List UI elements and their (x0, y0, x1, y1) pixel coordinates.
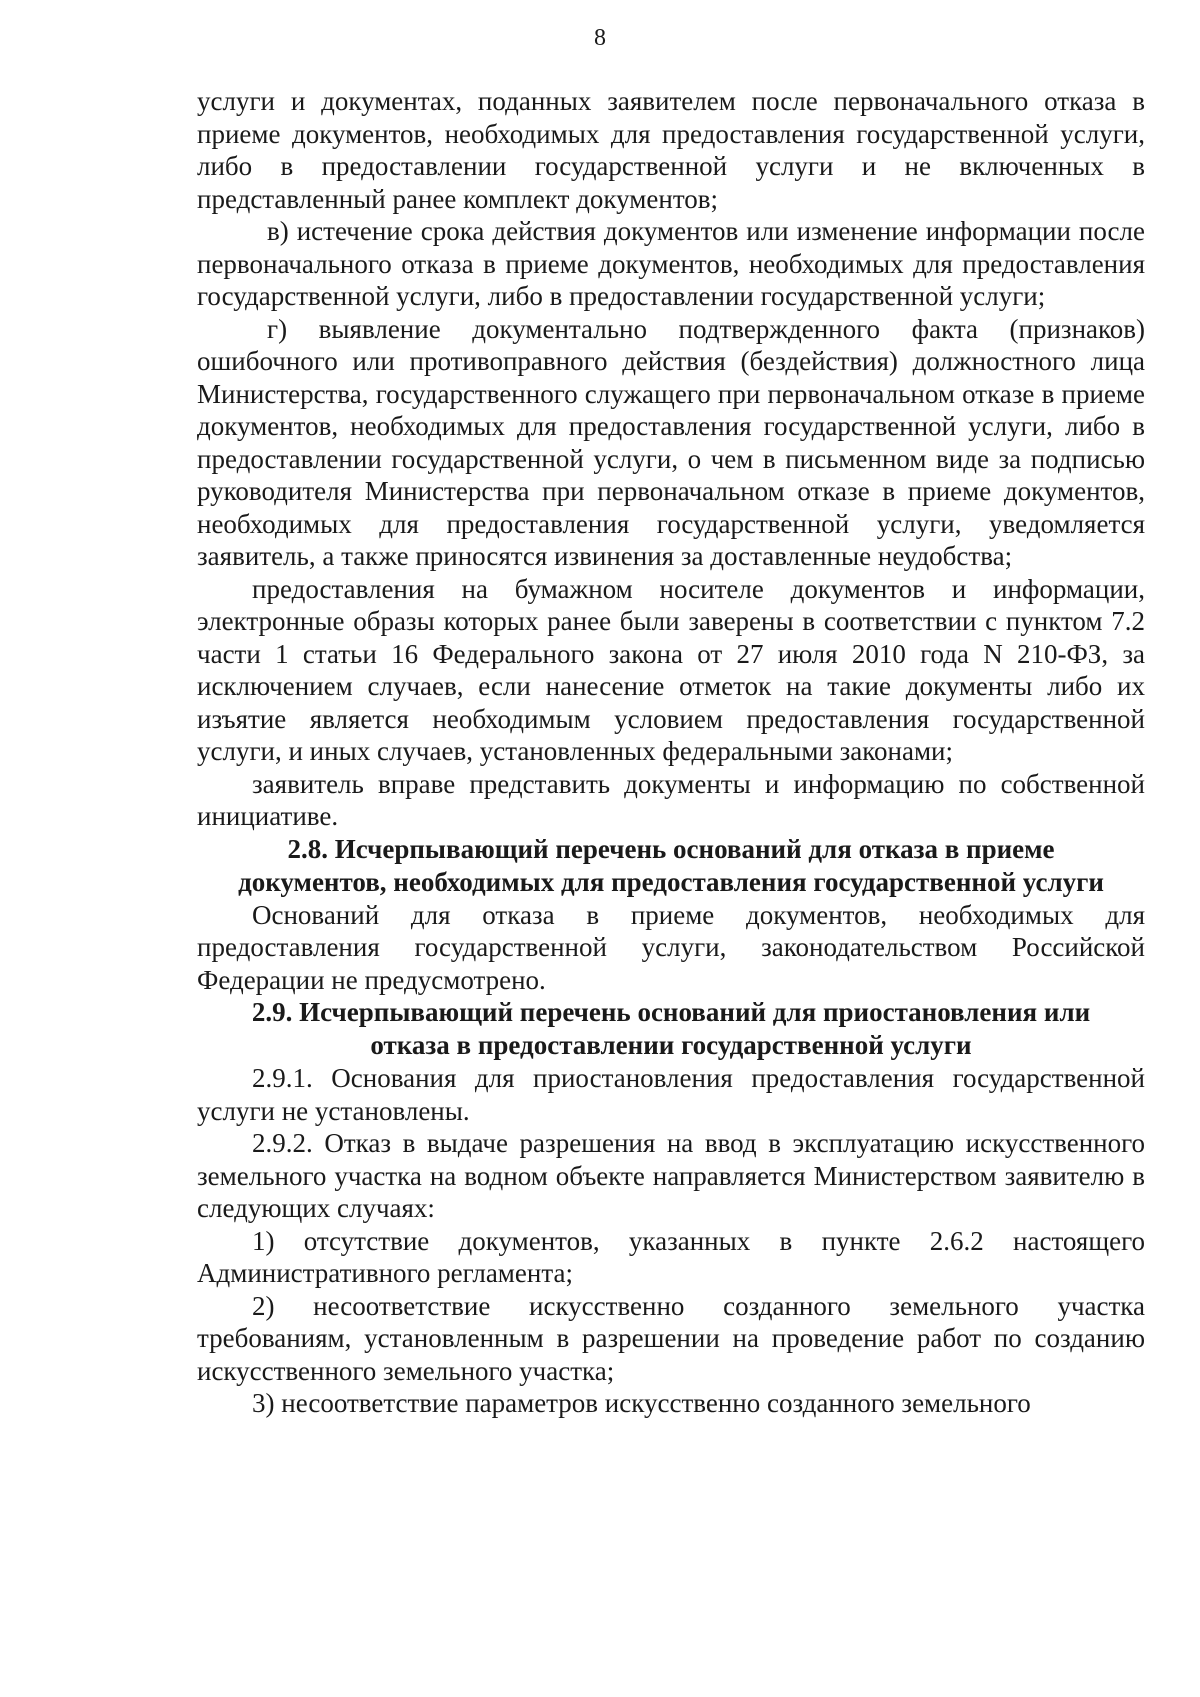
document-body (197, 85, 1145, 1420)
section-2-8-text: Оснований для отказа в приеме документов, необходимых для предоставления государственной услуги, законодательством Российской Федерации не предусмотрено. (197, 899, 1145, 995)
list-item-3: 3) несоответствие параметров искусственно созданного земельного (252, 1388, 1031, 1418)
section-2-9-heading-line1: 2.9. Исчерпывающий перечень оснований для приостановления или (251, 997, 1091, 1027)
section-2-8-heading-line1: 2.8. Исчерпывающий перечень оснований для отказа в приеме (287, 833, 1055, 864)
paragraph-2-9-2: 2.9.2. Отказ в выдаче разрешения на ввод в эксплуатацию искусственного земельного участка на водном объекте направляется Министерством заявителю в следующих случаях: (197, 1128, 1145, 1223)
paragraph-applicant-initiative: заявитель вправе представить документы и информацию по собственной инициативе. (197, 768, 1145, 831)
paragraph-paper-documents: предоставления на бумажном носителе документов и информации, электронные образы которых ранее были заверены в соответствии с пунктом 7.2 части 1 статьи 16 Федерального закона от 27 июля 2010 года N 210-ФЗ, за исключением случаев, если нанесение отметок на такие документы либо их изъятие является необходимым условием предоставления государственной услуги, и иных случаев, установленных федеральными законами; (197, 573, 1145, 766)
page-number: 8 (594, 25, 606, 51)
paragraph-item-g: г) выявление документально подтвержденного факта (признаков) ошибочного или противоправного действия (бездействия) должностного лица Министерства, государственного служащего при первоначальном отказе в приеме документов, необходимых для предоставления государственной услуги, либо в предоставлении государственной услуги, о чем в письменном виде за подписью руководителя Министерства при первоначальном отказе в приеме документов, необходимых для предоставления государственной услуги, уведомляется заявитель, а также приносятся извинения за доставленные неудобства; (197, 313, 1145, 571)
section-2-8-heading-line2: документов, необходимых для предоставления государственной услуги (238, 866, 1104, 897)
paragraph-item-v: в) истечение срока действия документов или изменение информации после первоначального отказа в приеме документов, необходимых для предоставления государственной услуги, либо в предоставлении государственной услуги; (197, 216, 1145, 311)
list-item-1: 1) отсутствие документов, указанных в пункте 2.6.2 настоящего Административного регламента; (197, 1225, 1145, 1288)
section-2-9-heading (197, 996, 1145, 1062)
section-2-9-heading-line2: отказа в предоставлении государственной услуги (370, 1030, 972, 1060)
paragraph-continuation: услуги и документах, поданных заявителем после первоначального отказа в приеме документов, необходимых для предоставления государственной услуги, либо в предоставлении государственной услуги и не включенных в представленный ранее комплект документов; (197, 86, 1145, 214)
section-2-8-heading (197, 833, 1145, 899)
paragraph-2-9-1: 2.9.1. Основания для приостановления предоставления государственной услуги не установлены. (197, 1063, 1145, 1126)
list-item-2: 2) несоответствие искусственно созданного земельного участка требованиям, установленным в разрешении на проведение работ по созданию искусственного земельного участка; (197, 1290, 1145, 1386)
